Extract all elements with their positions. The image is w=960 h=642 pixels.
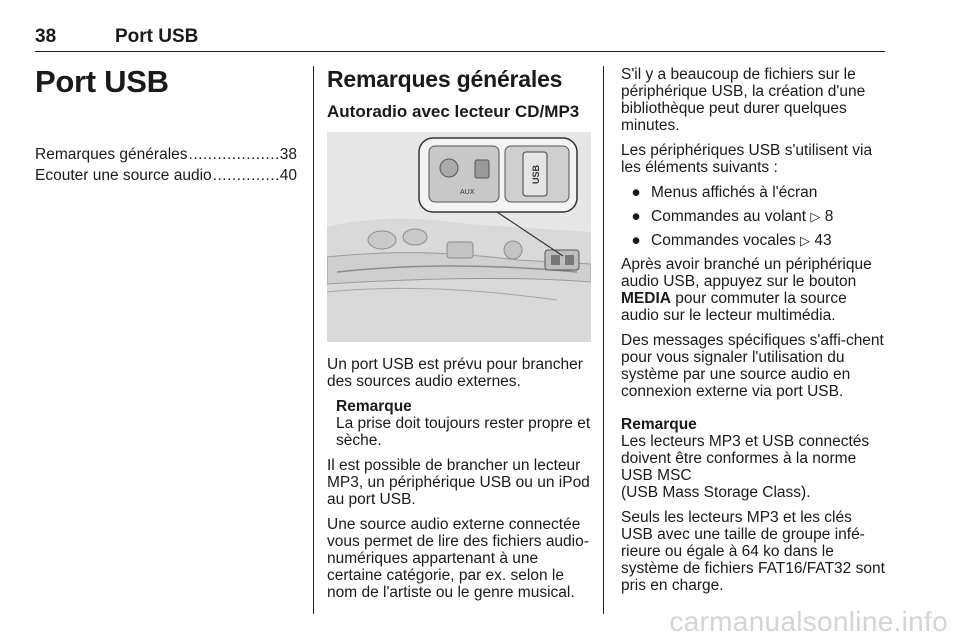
watermark: carmanualsonline.info xyxy=(669,606,948,637)
p3-text-after: pour commuter la source audio sur le lecteur multimédia. xyxy=(621,290,847,324)
spacer xyxy=(621,408,885,416)
bullet-text: Commandes au volant xyxy=(651,208,807,225)
p3-text-before: Après avoir branché un périphérique audio USB, appuyez sur le bouton xyxy=(621,256,872,290)
toc-entry-label: Remarques générales xyxy=(35,146,188,163)
right-column xyxy=(621,66,885,602)
section-title: Remarques générales xyxy=(327,66,563,92)
note-title: Remarque xyxy=(621,416,697,433)
column-divider-left xyxy=(313,66,314,614)
toc-entry-label: Ecouter une source audio xyxy=(35,167,212,184)
page-ref-link[interactable]: 8 xyxy=(824,208,834,225)
column-divider-right xyxy=(603,66,604,614)
bullet-item xyxy=(621,208,885,225)
toc-entry-page: 38 xyxy=(279,146,297,163)
page-ref-arrow-icon: ▷ xyxy=(810,209,821,224)
usb-port-figure xyxy=(327,132,591,342)
toc-entry-remarques[interactable] xyxy=(35,146,297,167)
note-paragraph-1b: (USB Mass Storage Class). xyxy=(621,484,811,501)
bullet-text: Commandes vocales xyxy=(651,232,796,249)
chapter-title: Port USB xyxy=(35,64,169,99)
bullet-text: Menus affichés à l'écran xyxy=(651,184,818,201)
page-number: 38 xyxy=(35,26,57,47)
subsection-title: Autoradio avec lecteur CD/MP3 xyxy=(327,102,580,121)
toc-entry-page: 40 xyxy=(279,167,297,184)
toc-leader-dots xyxy=(189,146,279,164)
dashboard-usb-illustration xyxy=(327,132,591,342)
right-paragraph-3 xyxy=(621,256,885,324)
bullet-item xyxy=(621,184,885,201)
note-paragraph-1: Les lecteurs MP3 et USB connectés doivent être conformes à la norme USB MSC xyxy=(621,433,870,484)
right-paragraph-4: Des messages spécifiques s'affi-chent pour vous signaler l'utilisation du système par une source audio en connexion externe via port USB. xyxy=(621,332,884,400)
page-ref-link[interactable]: 43 xyxy=(814,232,832,249)
bullet-dot: ● xyxy=(631,232,641,249)
right-paragraph-1: S'il y a beaucoup de fichiers sur le périphérique USB, la création d'une bibliothèque peut durer quelques minutes. xyxy=(621,66,866,134)
toc-entry-ecouter[interactable] xyxy=(35,167,297,188)
bullet-dot: ● xyxy=(631,184,641,201)
right-paragraph-2: Les périphériques USB s'utilisent via les éléments suivants : xyxy=(621,142,873,176)
running-title: Port USB xyxy=(115,26,199,47)
page-header xyxy=(35,26,885,51)
bullet-item xyxy=(621,232,885,249)
middle-column xyxy=(327,66,593,609)
toc-leader-dots xyxy=(213,167,279,185)
figure-usb-label: USB xyxy=(531,164,541,184)
middle-paragraph-1: Un port USB est prévu pour brancher des sources audio externes. xyxy=(327,356,583,390)
note-paragraph-2: Seuls les lecteurs MP3 et les clés USB avec une taille de groupe infé-rieure ou égale à 64 ko dans le système de fichiers FAT16/FAT32 sont pris en charge. xyxy=(621,509,885,594)
bullet-dot: ● xyxy=(631,208,641,225)
table-of-contents xyxy=(35,146,297,188)
header-rule xyxy=(35,51,885,52)
middle-paragraph-2: Il est possible de brancher un lecteur MP3, un périphérique USB ou un iPod au port USB. xyxy=(327,457,590,508)
note-text: La prise doit toujours rester propre et sèche. xyxy=(336,415,591,449)
note-remarque-1 xyxy=(336,398,593,449)
figure-aux-label: AUX xyxy=(460,189,475,196)
note-title: Remarque xyxy=(336,398,412,415)
middle-paragraph-3: Une source audio externe connectée vous permet de lire des fichiers audio-numériques appartenant à une certaine catégorie, par ex. selon le nom de l'artiste ou le genre musical. xyxy=(327,516,589,601)
media-button-label: MEDIA xyxy=(621,290,671,307)
page-ref-arrow-icon: ▷ xyxy=(800,233,811,248)
